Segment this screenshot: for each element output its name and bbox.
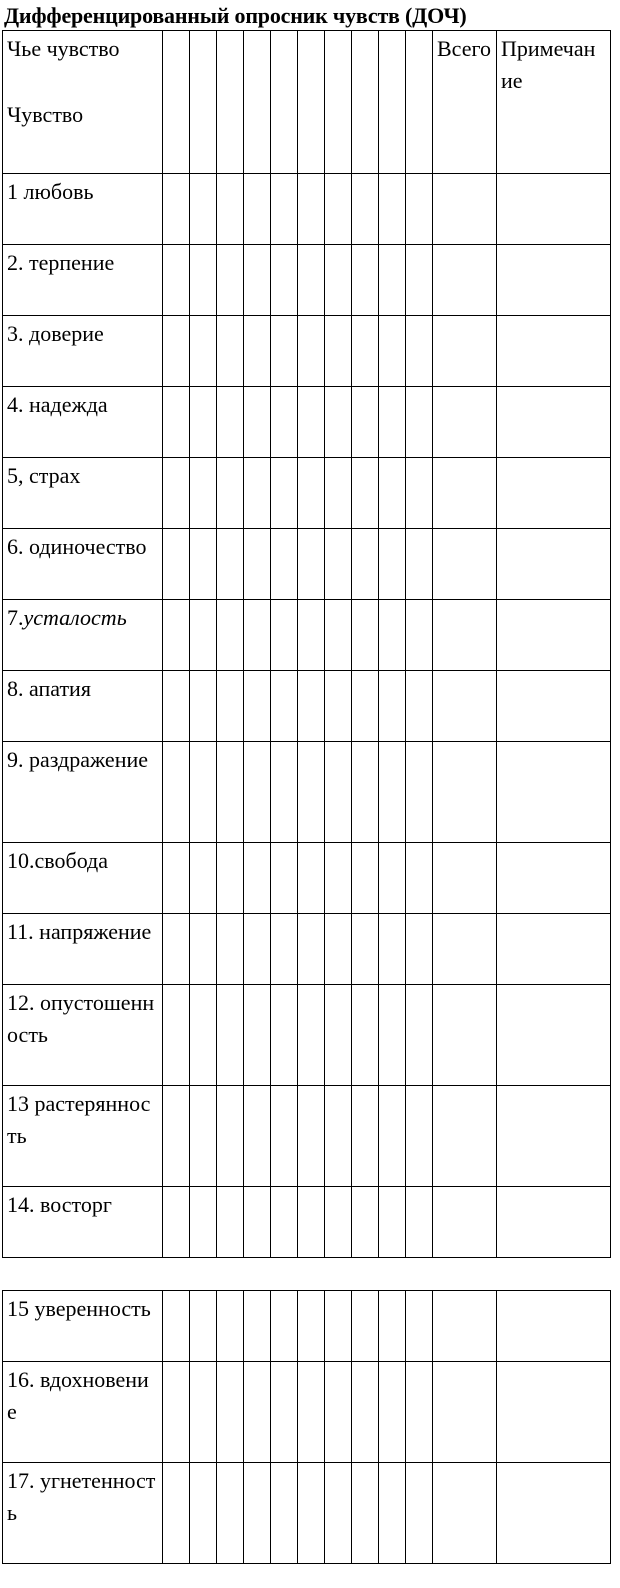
note-cell[interactable]	[497, 914, 611, 985]
mark-cell[interactable]	[406, 245, 433, 316]
mark-cell[interactable]	[352, 245, 379, 316]
mark-cell[interactable]	[244, 1291, 271, 1362]
mark-cell[interactable]	[244, 458, 271, 529]
mark-cell[interactable]	[163, 174, 190, 245]
header-feeling: Чувство	[7, 102, 84, 127]
mark-cell[interactable]	[352, 671, 379, 742]
total-cell[interactable]	[433, 387, 497, 458]
mark-cell[interactable]	[298, 600, 325, 671]
day-column-header	[352, 31, 379, 174]
total-cell[interactable]	[433, 458, 497, 529]
note-cell[interactable]	[497, 742, 611, 843]
mark-cell[interactable]	[271, 985, 298, 1086]
mark-cell[interactable]	[325, 742, 352, 843]
mark-cell[interactable]	[163, 458, 190, 529]
mark-cell[interactable]	[352, 529, 379, 600]
mark-cell[interactable]	[244, 1086, 271, 1187]
note-cell[interactable]	[497, 458, 611, 529]
mark-cell[interactable]	[271, 1086, 298, 1187]
page-title: Дифференцированный опросник чувств (ДОЧ)	[4, 3, 467, 28]
mark-cell[interactable]	[271, 671, 298, 742]
mark-cell[interactable]	[325, 914, 352, 985]
table-row	[3, 387, 611, 458]
mark-cell[interactable]	[406, 174, 433, 245]
feeling-number: 7.	[7, 605, 24, 630]
mark-cell[interactable]	[271, 458, 298, 529]
mark-cell[interactable]	[271, 1187, 298, 1258]
mark-cell[interactable]	[163, 387, 190, 458]
mark-cell[interactable]	[325, 1362, 352, 1463]
mark-cell[interactable]	[298, 742, 325, 843]
mark-cell[interactable]	[190, 742, 217, 843]
mark-cell[interactable]	[271, 1463, 298, 1564]
feeling-label: 11. напряжение	[3, 914, 163, 985]
feelings-table	[2, 30, 611, 1258]
total-cell[interactable]	[433, 1362, 497, 1463]
mark-cell[interactable]	[379, 387, 406, 458]
total-cell[interactable]	[433, 1463, 497, 1564]
mark-cell[interactable]	[217, 1086, 244, 1187]
mark-cell[interactable]	[379, 1463, 406, 1564]
mark-cell[interactable]	[190, 985, 217, 1086]
mark-cell[interactable]	[325, 529, 352, 600]
mark-cell[interactable]	[217, 671, 244, 742]
feeling-label: 10.свобода	[3, 843, 163, 914]
mark-cell[interactable]	[163, 1463, 190, 1564]
note-cell[interactable]	[497, 387, 611, 458]
note-cell[interactable]	[497, 843, 611, 914]
mark-cell[interactable]	[325, 1086, 352, 1187]
mark-cell[interactable]	[352, 174, 379, 245]
mark-cell[interactable]	[406, 1291, 433, 1362]
total-cell[interactable]	[433, 316, 497, 387]
table-row	[3, 600, 611, 671]
mark-cell[interactable]	[379, 1086, 406, 1187]
mark-cell[interactable]	[352, 914, 379, 985]
mark-cell[interactable]	[163, 1291, 190, 1362]
table-row	[3, 245, 611, 316]
mark-cell[interactable]	[352, 316, 379, 387]
mark-cell[interactable]	[190, 1086, 217, 1187]
header-whose-feeling: Чье чувство	[7, 36, 120, 61]
table-row	[3, 843, 611, 914]
mark-cell[interactable]	[298, 529, 325, 600]
day-column-header	[217, 31, 244, 174]
day-column-header	[163, 31, 190, 174]
mark-cell[interactable]	[244, 742, 271, 843]
table-row	[3, 914, 611, 985]
total-cell[interactable]	[433, 1187, 497, 1258]
mark-cell[interactable]	[271, 742, 298, 843]
mark-cell[interactable]	[406, 1463, 433, 1564]
table-row	[3, 529, 611, 600]
mark-cell[interactable]	[325, 671, 352, 742]
mark-cell[interactable]	[406, 1086, 433, 1187]
note-cell[interactable]	[497, 671, 611, 742]
total-cell[interactable]	[433, 843, 497, 914]
total-cell[interactable]	[433, 1086, 497, 1187]
day-column-header	[298, 31, 325, 174]
mark-cell[interactable]	[190, 843, 217, 914]
note-cell[interactable]	[497, 1291, 611, 1362]
mark-cell[interactable]	[244, 1362, 271, 1463]
feeling-label: 14. восторг	[3, 1187, 163, 1258]
mark-cell[interactable]	[190, 1187, 217, 1258]
mark-cell[interactable]	[190, 458, 217, 529]
header-row	[3, 31, 611, 174]
mark-cell[interactable]	[298, 1086, 325, 1187]
mark-cell[interactable]	[298, 1187, 325, 1258]
mark-cell[interactable]	[271, 843, 298, 914]
mark-cell[interactable]	[379, 1187, 406, 1258]
mark-cell[interactable]	[406, 600, 433, 671]
table-row	[3, 985, 611, 1086]
mark-cell[interactable]	[352, 600, 379, 671]
feeling-label: 12. опустошенность	[3, 985, 163, 1086]
feeling-label: 4. надежда	[3, 387, 163, 458]
feeling-label: 2. терпение	[3, 245, 163, 316]
mark-cell[interactable]	[190, 1463, 217, 1564]
mark-cell[interactable]	[325, 387, 352, 458]
mark-cell[interactable]	[190, 1362, 217, 1463]
note-cell[interactable]	[497, 1086, 611, 1187]
mark-cell[interactable]	[325, 1187, 352, 1258]
mark-cell[interactable]	[352, 1086, 379, 1187]
mark-cell[interactable]	[352, 985, 379, 1086]
mark-cell[interactable]	[163, 316, 190, 387]
feeling-label: 6. одиночество	[3, 529, 163, 600]
mark-cell[interactable]	[244, 1463, 271, 1564]
mark-cell[interactable]	[244, 316, 271, 387]
mark-cell[interactable]	[325, 316, 352, 387]
mark-cell[interactable]	[271, 600, 298, 671]
mark-cell[interactable]	[379, 843, 406, 914]
mark-cell[interactable]	[217, 914, 244, 985]
mark-cell[interactable]	[406, 529, 433, 600]
mark-cell[interactable]	[352, 1463, 379, 1564]
mark-cell[interactable]	[163, 600, 190, 671]
mark-cell[interactable]	[379, 1291, 406, 1362]
feeling-label	[3, 600, 163, 671]
table-row	[3, 671, 611, 742]
table-row	[3, 1291, 611, 1362]
total-cell[interactable]	[433, 914, 497, 985]
mark-cell[interactable]	[217, 174, 244, 245]
note-cell[interactable]	[497, 316, 611, 387]
mark-cell[interactable]	[298, 843, 325, 914]
mark-cell[interactable]	[406, 458, 433, 529]
note-cell[interactable]	[497, 174, 611, 245]
mark-cell[interactable]	[271, 1291, 298, 1362]
mark-cell[interactable]	[244, 600, 271, 671]
header-note: Примечание	[497, 31, 611, 174]
mark-cell[interactable]	[190, 245, 217, 316]
mark-cell[interactable]	[379, 316, 406, 387]
mark-cell[interactable]	[379, 174, 406, 245]
mark-cell[interactable]	[244, 671, 271, 742]
note-cell[interactable]	[497, 1463, 611, 1564]
mark-cell[interactable]	[163, 843, 190, 914]
feeling-word: усталость	[23, 605, 127, 630]
mark-cell[interactable]	[298, 245, 325, 316]
mark-cell[interactable]	[244, 387, 271, 458]
feeling-label: 13 растерянность	[3, 1086, 163, 1187]
mark-cell[interactable]	[244, 843, 271, 914]
mark-cell[interactable]	[325, 843, 352, 914]
mark-cell[interactable]	[406, 1362, 433, 1463]
mark-cell[interactable]	[298, 914, 325, 985]
mark-cell[interactable]	[298, 985, 325, 1086]
mark-cell[interactable]	[406, 387, 433, 458]
mark-cell[interactable]	[298, 671, 325, 742]
mark-cell[interactable]	[298, 174, 325, 245]
mark-cell[interactable]	[271, 529, 298, 600]
feeling-label: 15 уверенность	[3, 1291, 163, 1362]
mark-cell[interactable]	[379, 985, 406, 1086]
mark-cell[interactable]	[217, 245, 244, 316]
note-cell[interactable]	[497, 985, 611, 1086]
mark-cell[interactable]	[352, 742, 379, 843]
day-column-header	[190, 31, 217, 174]
table-row	[3, 458, 611, 529]
note-cell[interactable]	[497, 1362, 611, 1463]
day-column-header	[406, 31, 433, 174]
note-cell[interactable]	[497, 600, 611, 671]
total-cell[interactable]	[433, 245, 497, 316]
mark-cell[interactable]	[379, 671, 406, 742]
mark-cell[interactable]	[406, 742, 433, 843]
mark-cell[interactable]	[217, 843, 244, 914]
mark-cell[interactable]	[406, 316, 433, 387]
mark-cell[interactable]	[379, 742, 406, 843]
mark-cell[interactable]	[271, 1362, 298, 1463]
mark-cell[interactable]	[352, 1187, 379, 1258]
total-cell[interactable]	[433, 174, 497, 245]
mark-cell[interactable]	[271, 316, 298, 387]
feelings-table-continued	[2, 1290, 611, 1564]
mark-cell[interactable]	[325, 245, 352, 316]
mark-cell[interactable]	[244, 245, 271, 316]
feeling-label: 5, страх	[3, 458, 163, 529]
mark-cell[interactable]	[379, 529, 406, 600]
feeling-label: 9. раздражение	[3, 742, 163, 843]
mark-cell[interactable]	[325, 1463, 352, 1564]
mark-cell[interactable]	[190, 529, 217, 600]
mark-cell[interactable]	[190, 1291, 217, 1362]
mark-cell[interactable]	[217, 1291, 244, 1362]
mark-cell[interactable]	[217, 742, 244, 843]
mark-cell[interactable]	[190, 600, 217, 671]
feeling-label: 16. вдохновение	[3, 1362, 163, 1463]
table-row	[3, 1086, 611, 1187]
header-feeling-cell	[3, 31, 163, 174]
mark-cell[interactable]	[271, 174, 298, 245]
mark-cell[interactable]	[271, 914, 298, 985]
mark-cell[interactable]	[379, 600, 406, 671]
mark-cell[interactable]	[352, 1362, 379, 1463]
mark-cell[interactable]	[406, 1187, 433, 1258]
mark-cell[interactable]	[217, 600, 244, 671]
mark-cell[interactable]	[271, 245, 298, 316]
mark-cell[interactable]	[163, 245, 190, 316]
mark-cell[interactable]	[163, 1187, 190, 1258]
mark-cell[interactable]	[190, 316, 217, 387]
mark-cell[interactable]	[352, 843, 379, 914]
mark-cell[interactable]	[325, 458, 352, 529]
mark-cell[interactable]	[352, 458, 379, 529]
total-cell[interactable]	[433, 600, 497, 671]
mark-cell[interactable]	[217, 985, 244, 1086]
total-cell[interactable]	[433, 742, 497, 843]
mark-cell[interactable]	[298, 387, 325, 458]
note-cell[interactable]	[497, 1187, 611, 1258]
total-cell[interactable]	[433, 671, 497, 742]
mark-cell[interactable]	[379, 245, 406, 316]
mark-cell[interactable]	[244, 1187, 271, 1258]
note-cell[interactable]	[497, 245, 611, 316]
day-column-header	[271, 31, 298, 174]
table-row	[3, 1187, 611, 1258]
mark-cell[interactable]	[190, 914, 217, 985]
feeling-label: 3. доверие	[3, 316, 163, 387]
mark-cell[interactable]	[271, 387, 298, 458]
note-cell[interactable]	[497, 529, 611, 600]
mark-cell[interactable]	[217, 387, 244, 458]
mark-cell[interactable]	[406, 985, 433, 1086]
feeling-label: 8. апатия	[3, 671, 163, 742]
day-column-header	[379, 31, 406, 174]
total-cell[interactable]	[433, 1291, 497, 1362]
mark-cell[interactable]	[325, 174, 352, 245]
mark-cell[interactable]	[163, 1086, 190, 1187]
mark-cell[interactable]	[217, 458, 244, 529]
mark-cell[interactable]	[163, 985, 190, 1086]
mark-cell[interactable]	[298, 458, 325, 529]
mark-cell[interactable]	[406, 914, 433, 985]
day-column-header	[244, 31, 271, 174]
header-total: Всего	[433, 31, 497, 174]
mark-cell[interactable]	[352, 387, 379, 458]
day-column-header	[325, 31, 352, 174]
mark-cell[interactable]	[244, 985, 271, 1086]
mark-cell[interactable]	[163, 1362, 190, 1463]
mark-cell[interactable]	[379, 914, 406, 985]
mark-cell[interactable]	[406, 671, 433, 742]
total-cell[interactable]	[433, 985, 497, 1086]
mark-cell[interactable]	[190, 387, 217, 458]
mark-cell[interactable]	[325, 985, 352, 1086]
mark-cell[interactable]	[217, 529, 244, 600]
mark-cell[interactable]	[298, 316, 325, 387]
mark-cell[interactable]	[298, 1362, 325, 1463]
total-cell[interactable]	[433, 529, 497, 600]
mark-cell[interactable]	[244, 529, 271, 600]
mark-cell[interactable]	[190, 174, 217, 245]
table-row	[3, 742, 611, 843]
mark-cell[interactable]	[163, 742, 190, 843]
mark-cell[interactable]	[379, 1362, 406, 1463]
mark-cell[interactable]	[298, 1463, 325, 1564]
mark-cell[interactable]	[217, 1463, 244, 1564]
mark-cell[interactable]	[217, 1362, 244, 1463]
table-row	[3, 174, 611, 245]
mark-cell[interactable]	[163, 671, 190, 742]
feeling-label: 17. угнетенность	[3, 1463, 163, 1564]
mark-cell[interactable]	[217, 1187, 244, 1258]
feeling-label: 1 любовь	[3, 174, 163, 245]
table-row	[3, 316, 611, 387]
table-row	[3, 1362, 611, 1463]
mark-cell[interactable]	[244, 174, 271, 245]
table-row	[3, 1463, 611, 1564]
mark-cell[interactable]	[352, 1291, 379, 1362]
mark-cell[interactable]	[298, 1291, 325, 1362]
mark-cell[interactable]	[163, 914, 190, 985]
mark-cell[interactable]	[406, 843, 433, 914]
mark-cell[interactable]	[325, 600, 352, 671]
mark-cell[interactable]	[217, 316, 244, 387]
mark-cell[interactable]	[244, 914, 271, 985]
mark-cell[interactable]	[163, 529, 190, 600]
mark-cell[interactable]	[325, 1291, 352, 1362]
mark-cell[interactable]	[190, 671, 217, 742]
mark-cell[interactable]	[379, 458, 406, 529]
